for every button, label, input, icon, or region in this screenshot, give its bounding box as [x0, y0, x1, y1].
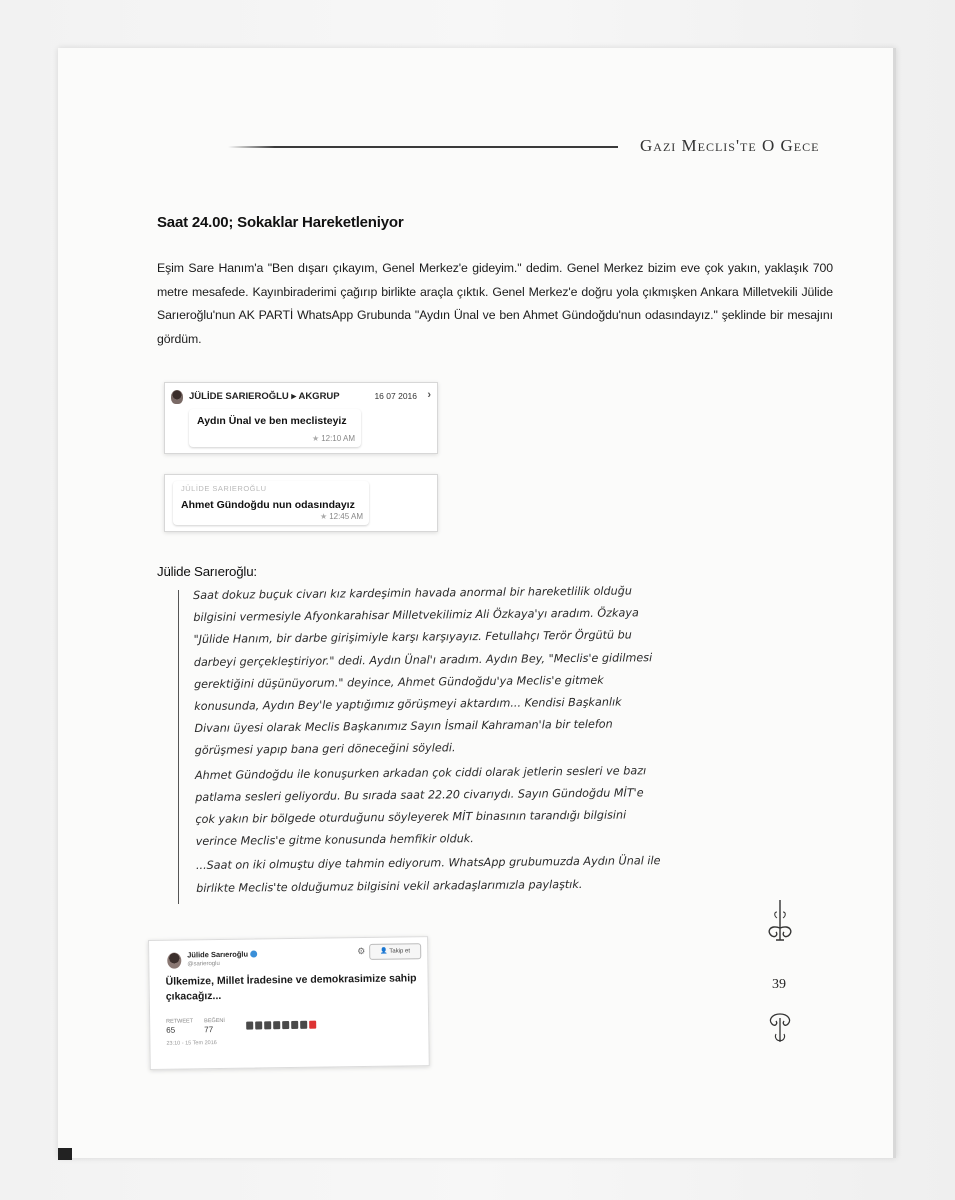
message-text: Aydın Ünal ve ben meclisteyiz: [197, 415, 347, 427]
message-text: Ahmet Gündoğdu nun odasındayız: [181, 499, 355, 511]
message-time: [320, 512, 363, 521]
liker-avatar: [291, 1021, 298, 1029]
liker-avatars: [246, 1021, 316, 1030]
body-paragraph: Eşim Sare Hanım'a "Ben dışarı çıkayım, Genel Merkez'e gideyim." dedim. Genel Merkez bizim eve çok yakın, yaklaşık 700 metre mesafede. Kayınbiraderimi çağırıp birlikte araçla çıktık. Genel Merkez'e doğru yola çıkmışken Ankara Milletvekili Jülide Sarıeroğlu'nun AK PARTİ WhatsApp Grubunda "Aydın Ünal ve ben Ahmet Gündoğdu'nun odasındayız." şeklinde bir mesajını gördüm.: [157, 261, 833, 346]
liker-avatar: [273, 1021, 280, 1029]
binding-corner-mark: [58, 1148, 72, 1160]
verified-badge-icon: [250, 950, 257, 957]
whatsapp-date: 16 07 2016: [374, 391, 417, 401]
liker-avatar: [255, 1021, 262, 1029]
liker-avatar: [264, 1021, 271, 1029]
follow-button: [369, 943, 421, 960]
whatsapp-message-card: [164, 474, 438, 532]
header-rule: [228, 146, 618, 148]
running-head: Gazi Meclis'te O Gece: [640, 136, 820, 155]
tweet-card: [148, 936, 430, 1070]
tweet-author: [187, 949, 257, 959]
gear-icon: ⚙: [357, 945, 366, 957]
quote-rule: [178, 590, 179, 904]
liker-avatar: [282, 1021, 289, 1029]
tweet-date: 23:10 - 15 Tem 2016: [166, 1040, 217, 1047]
floral-ornament-icon: [762, 1010, 798, 1046]
message-time-value: 12:10 AM: [321, 434, 355, 443]
message-time: [312, 434, 355, 443]
tweet-author-name: Jülide Sarıeroğlu: [187, 949, 249, 960]
tweet-text: Ülkemize, Millet İradesine ve demokrasimize sahip çıkacağız...: [165, 972, 417, 1003]
liker-avatar: [309, 1021, 316, 1029]
whatsapp-sender: JÜLİDE SARIEROĞLU ▸ AKGRUP: [189, 391, 340, 402]
retweet-count: 65: [166, 1025, 176, 1035]
retweet-label: RETWEET: [166, 1018, 194, 1025]
star-icon: ★: [312, 434, 320, 443]
liker-avatar: [300, 1021, 307, 1029]
quote-paragraph: Ahmet Gündoğdu ile konuşurken arkadan çok ciddi olarak jetlerin sesleri ve bazı patlama sesleri geliyordu. Bu sırada saat 22.20 civarıydı. Sayın Gündoğdu MİT'e çok yakın bir bölgede oturduğunu söyleyerek MİT binasının tarandığı bilgisini verince Meclis'e gitme konusunda hemfikir olduk.: [194, 763, 647, 849]
avatar: [171, 390, 183, 404]
like-label: BEĞENİ: [204, 1017, 225, 1025]
speaker-name: Jülide Sarıeroğlu:: [157, 564, 257, 579]
retweet-stat: [166, 1018, 206, 1035]
page-edge: [893, 48, 896, 1158]
quote-paragraph: Saat dokuz buçuk civarı kız kardeşimin havada anormal bir hareketlilik olduğu bilgisini vermesiyle Afyonkarahisar Milletvekilimiz Ali Özkaya'yı aradım. Özkaya "Jülide Hanım, bir darbe girişimiyle karşı karşıyayız. Fetullahçı Terör Örgütü bu darbeyi gerçekleştiriyor." dedi. Aydın Ünal'ı aradım. Aydın Bey, "Meclis'e gidilmesi gerektiğini düşünüyorum." deyince, Ahmet Gündoğdu'ya Meclis'e gitmek konusunda, Aydın Bey'le yaptığımız görüşmeyi aktardım... Kendisi Başkanlık Divanı üyesi olarak Meclis Başkanımız Sayın İsmail Kahraman'la bir telefon görüşmesi yapıp bana geri döneceğini söyledi.: [193, 584, 653, 758]
like-count: 77: [204, 1025, 214, 1035]
message-bubble: [189, 409, 361, 447]
follow-person-icon: 👤: [380, 948, 388, 955]
whatsapp-sender: JÜLİDE SARIEROĞLU: [181, 484, 267, 493]
follow-label: Takip et: [389, 948, 411, 955]
whatsapp-header: [171, 389, 431, 407]
like-stat: [204, 1018, 244, 1035]
chevron-right-icon: ›: [427, 389, 431, 401]
block-quote: [193, 580, 661, 902]
avatar: [167, 953, 181, 969]
message-time-value: 12:45 AM: [329, 512, 363, 521]
liker-avatar: [246, 1022, 253, 1030]
section-title: Saat 24.00; Sokaklar Hareketleniyor: [157, 214, 404, 231]
whatsapp-message-card: [164, 382, 438, 454]
floral-ornament-icon: [760, 898, 800, 944]
star-icon: ★: [320, 512, 328, 521]
tweet-handle: @sarieroglu: [187, 961, 220, 968]
quote-paragraph: ...Saat on iki olmuştu diye tahmin ediyorum. WhatsApp grubumuzda Aydın Ünal ile birlikte Meclis'te olduğumuz bilgisini vekil arkadaşlarımızla paylaştık.: [195, 854, 661, 895]
message-bubble: [173, 481, 369, 525]
page-number: 39: [772, 977, 786, 992]
